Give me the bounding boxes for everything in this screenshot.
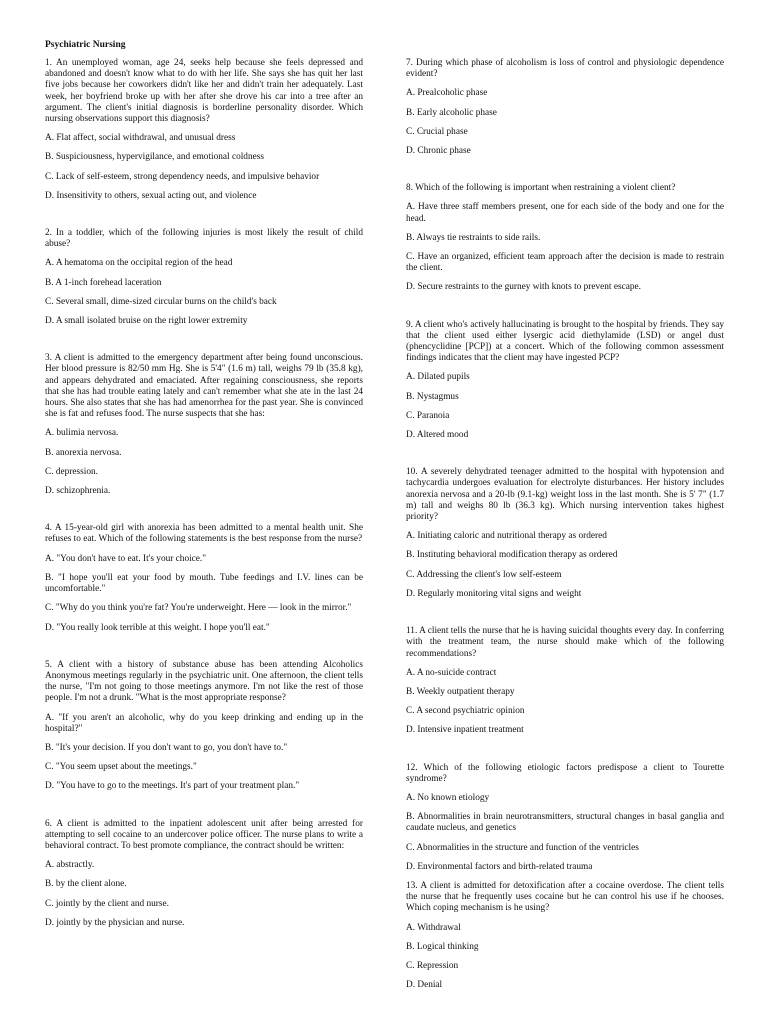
question-text: 5. A client with a history of substance abuse has been attending Alcoholics Anonymous meetings regularly in the psychiatric unit. One afternoon, the client tells the nurse, "I'm not going to those meetings anymore. I'm not like the rest of those people. I'm not a drunk. "What is the most appropriate response? — [45, 659, 363, 704]
question-block — [45, 819, 363, 955]
question-text: 10. A severely dehydrated teenager admitted to the hospital with hypotension and tachycardia undergoes evaluation for electrolyte disturbances. Her history includes anorexia nervosa and a 20-lb (9.1-kg) weight loss in the last month. She is 5' 7" (1.7 m) tall and weighs 80 lb (36.3 kg). Which nursing intervention takes highest priority? — [406, 467, 724, 523]
answer-option: A. "If you aren't an alcoholic, why do you keep drinking and ending up in the hospital?" — [45, 712, 363, 734]
answer-option: D. "You have to go to the meetings. It's part of your treatment plan." — [45, 781, 300, 792]
answer-option: D. jointly by the physician and nurse. — [45, 917, 185, 928]
answer-option: D. Chronic phase — [406, 146, 471, 157]
answer-option: D. Denial — [406, 980, 443, 991]
question-block — [45, 660, 363, 819]
answer-option: D. Altered mood — [406, 430, 469, 441]
question-text: 12. Which of the following etiologic factors predispose a client to Tourette syndrome? — [406, 762, 724, 784]
question-block — [406, 881, 724, 1017]
question-block — [406, 58, 724, 183]
answer-option: B. Abnormalities in brain neurotransmitters, structural changes in basal ganglia and caudate nucleus, and genetics — [406, 812, 724, 834]
answer-option: D. Secure restraints to the gurney with knots to prevent escape. — [406, 282, 641, 293]
answer-option: A. Have three staff members present, one for each side of the body and one for the head. — [406, 202, 724, 224]
answer-option: C. "You seem upset about the meetings." — [45, 762, 197, 773]
answer-option: B. Always tie restraints to side rails. — [406, 232, 541, 243]
question-text: 4. A 15-year-old girl with anorexia has been admitted to a mental health unit. She refuses to eat. Which of the following statements is the best response from the nurse? — [45, 523, 363, 545]
question-text: 3. A client is admitted to the emergency department after being found unconscious. Her blood pressure is 82/50 mm Hg. She is 5'4" (1.6 m) tall, weighs 79 lb (35.8 kg), and appears dehydrated and emaciated. After regaining consciousness, she reports that she has had trouble eating lately and can't remember what she ate in the last 24 hours. She also states that she has had amenorrhea for the past year. She is convinced she is fat and refuses food. The nurse suspects that she has: — [45, 353, 363, 420]
answer-option: D. Regularly monitoring vital signs and weight — [406, 588, 582, 599]
answer-option: A. A no-suicide contract — [406, 667, 497, 678]
answer-option: A. Initiating caloric and nutritional therapy as ordered — [406, 531, 607, 542]
question-block — [406, 183, 724, 319]
answer-option: B. anorexia nervosa. — [45, 447, 122, 458]
answer-option: B. Logical thinking — [406, 941, 479, 952]
answer-option: C. Paranoia — [406, 410, 450, 421]
answer-option: D. schizophrenia. — [45, 486, 111, 497]
question-block — [45, 353, 363, 523]
answer-option: C. jointly by the client and nurse. — [45, 898, 169, 909]
answer-option: A. bulimia nervosa. — [45, 428, 119, 439]
question-block — [406, 626, 724, 762]
answer-option: B. Early alcoholic phase — [406, 107, 497, 118]
answer-option: B. Nystagmus — [406, 391, 459, 402]
question-text: 9. A client who's actively hallucinating is brought to the hospital by friends. They say that the client used either lysergic acid diethylamide (LSD) or angel dust (phencyclidine [PCP]) at a concert. Which of the following common assessment findings indicates that the client may have ingested PCP? — [406, 319, 724, 364]
answer-option: C. "Why do you think you're fat? You're underweight. Here — look in the mirror." — [45, 603, 352, 614]
answer-option: C. Abnormalities in the structure and function of the ventricles — [406, 842, 639, 853]
question-block — [406, 467, 724, 626]
question-text: 7. During which phase of alcoholism is loss of control and physiologic dependence evident? — [406, 58, 724, 80]
question-text: 11. A client tells the nurse that he is having suicidal thoughts every day. In conferring with the treatment team, the nurse should make which of the following recommendations? — [406, 626, 724, 659]
answer-option: C. Lack of self-esteem, strong dependency needs, and impulsive behavior — [45, 171, 320, 182]
answer-option: B. Instituting behavioral modification therapy as ordered — [406, 550, 618, 561]
question-text: 6. A client is admitted to the inpatient adolescent unit after being arrested for attempting to sell cocaine to an undercover police officer. The nurse plans to write a behavioral contract. To best promote compliance, the contract should be written: — [45, 818, 363, 851]
answer-option: C. Crucial phase — [406, 126, 468, 137]
answer-option: B. by the client alone. — [45, 879, 127, 890]
answer-option: A. A hematoma on the occipital region of the head — [45, 258, 233, 269]
question-text: 2. In a toddler, which of the following injuries is most likely the result of child abuse? — [45, 228, 363, 250]
question-text: 8. Which of the following is important when restraining a violent client? — [406, 183, 676, 194]
answer-option: B. A 1-inch forehead laceration — [45, 277, 162, 288]
answer-option: C. Several small, dime-sized circular burns on the child's back — [45, 296, 277, 307]
question-text: 13. A client is admitted for detoxification after a cocaine overdose. The client tells the nurse that he frequently uses cocaine but he can control his use if he chooses. Which coping mechanism is he using? — [406, 880, 724, 914]
answer-option: A. Dilated pupils — [406, 372, 470, 383]
answer-option: C. A second psychiatric opinion — [406, 706, 525, 717]
answer-option: A. Prealcoholic phase — [406, 88, 488, 99]
answer-option: B. Suspiciousness, hypervigilance, and emotional coldness — [45, 152, 264, 163]
answer-option: B. Weekly outpatient therapy — [406, 686, 515, 697]
answer-option: C. Addressing the client's low self-esteem — [406, 569, 562, 580]
question-text: 1. An unemployed woman, age 24, seeks help because she feels depressed and abandoned and doesn't know what to do with her life. She says she has quit her last five jobs because her coworkers didn't like her and didn't train her adequately. Last week, her boyfriend broke up with her after she drove his car into a tree after an argument. The client's initial diagnosis is borderline personality disorder. Which nursing observations support this diagnosis? — [45, 58, 363, 125]
question-block — [45, 523, 363, 659]
answer-option: C. Have an organized, efficient team approach after the decision is made to restrain the client. — [406, 252, 724, 274]
answer-option: A. Withdrawal — [406, 922, 461, 933]
left-column — [45, 36, 363, 955]
question-block — [406, 320, 724, 468]
right-column — [406, 58, 724, 1017]
question-block — [406, 763, 724, 881]
answer-option: D. Intensive inpatient treatment — [406, 725, 524, 736]
answer-option: D. Environmental factors and birth-related trauma — [406, 861, 593, 872]
question-block — [45, 228, 363, 353]
answer-option: A. Flat affect, social withdrawal, and unusual dress — [45, 133, 236, 144]
answer-option: C. Repression — [406, 960, 459, 971]
answer-option: C. depression. — [45, 466, 98, 477]
answer-option: D. Insensitivity to others, sexual acting out, and violence — [45, 190, 257, 201]
document-title: Psychiatric Nursing — [45, 40, 126, 50]
answer-option: A. No known etiology — [406, 792, 490, 803]
answer-option: D. "You really look terrible at this weight. I hope you'll eat." — [45, 622, 270, 633]
answer-option: B. "I hope you'll eat your food by mouth. Tube feedings and I.V. lines can be uncomfortable." — [45, 572, 363, 595]
question-block — [45, 58, 363, 228]
answer-option: A. "You don't have to eat. It's your choice." — [45, 553, 207, 564]
answer-option: D. A small isolated bruise on the right lower extremity — [45, 316, 248, 327]
answer-option: A. abstractly. — [45, 860, 95, 871]
answer-option: B. "It's your decision. If you don't want to go, you don't have to." — [45, 742, 288, 753]
